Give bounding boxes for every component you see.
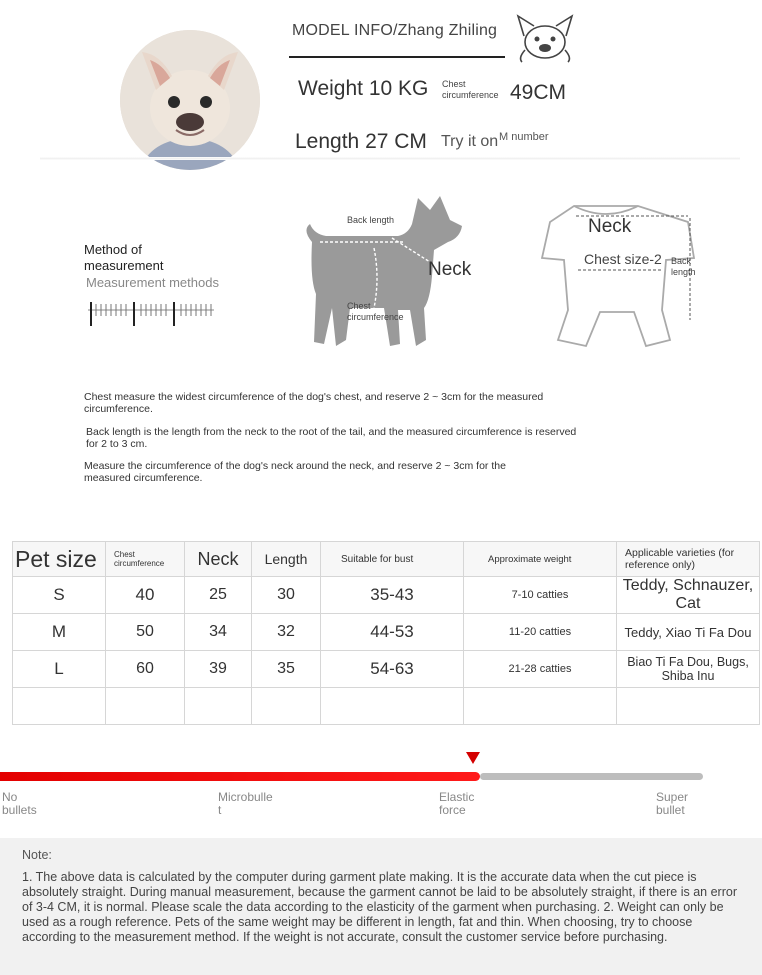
- dog-neck-label: Neck: [428, 259, 472, 280]
- table-header-row: [13, 542, 760, 577]
- measurement-method-subtitle: Measurement methods: [86, 275, 219, 290]
- cell-neck: 25: [185, 577, 252, 614]
- chest-measure-description: Chest measure the widest circumference of the dog's chest, and reserve 2 ~ 3cm for the measured circumference.: [84, 391, 544, 415]
- cell-varieties: Biao Ti Fa Dou, Bugs, Shiba Inu: [617, 651, 760, 688]
- garment-back-length-label: Back length: [671, 256, 696, 277]
- header-length: Length: [252, 542, 321, 577]
- header-approximate-weight: Approximate weight: [464, 542, 617, 577]
- garment-chest-label: Chest size-2: [584, 251, 662, 267]
- back-length-description: Back length is the length from the neck to the root of the tail, and the measured circumference is reserved for 2 to 3 cm.: [86, 426, 577, 450]
- note-body: 1. The above data is calculated by the computer during garment plate making. It is the accurate data when the cut piece is absolutely straight. During manual measurement, because the garment cannot be laid to be absolutely straight, if there is an error of 3-4 CM, it is normal. Please scale the data according to the elasticity of the garment when purchasing. 2. Weight can only be used as a rough reference. Pets of the same weight may be different in length, fat and thin. When choosing, try to choose according to the measurement method. If the weight is not accurate, consult the customer service before purchasing.: [22, 870, 737, 944]
- model-length: Length 27 CM: [295, 130, 427, 153]
- header-suitable-bust: Suitable for bust: [321, 542, 464, 577]
- cell-length: 30: [252, 577, 321, 614]
- elasticity-label-micro: Microbullet: [218, 790, 273, 817]
- elasticity-marker-triangle-icon: [466, 752, 480, 764]
- try-it-on-label: Try it on: [441, 133, 499, 150]
- garment-neck-label: Neck: [588, 216, 632, 237]
- chest-circumference-value: 49CM: [510, 81, 567, 104]
- table-row: [13, 577, 760, 614]
- dog-chest-label: Chest circumference: [347, 301, 404, 322]
- elasticity-label-super: Super bullet: [656, 790, 689, 817]
- bulldog-logo-icon: [512, 14, 578, 69]
- neck-measure-description: Measure the circumference of the dog's neck around the neck, and reserve 2 ~ 3cm for the measured circumference.: [84, 460, 506, 484]
- table-row-empty: [13, 688, 760, 725]
- model-title-rule: [289, 56, 505, 58]
- header-neck: Neck: [185, 542, 252, 577]
- french-bulldog-photo-icon: [120, 30, 260, 170]
- size-number-label: M number: [499, 131, 549, 143]
- size-chart-table: [12, 541, 760, 725]
- table-row: [13, 614, 760, 651]
- chest-circumference-label: Chest circumference: [442, 79, 499, 100]
- table-row: [13, 651, 760, 688]
- elasticity-level-fill: [0, 772, 480, 781]
- header-chest-circumference: Chest circumference: [106, 542, 185, 577]
- section-divider: [40, 157, 740, 160]
- cell-weight: 21-28 catties: [464, 651, 617, 688]
- cell-chest: 40: [106, 577, 185, 614]
- model-info-title: MODEL INFO/Zhang Zhiling: [292, 22, 498, 39]
- header-pet-size: Pet size: [13, 542, 106, 577]
- cell-weight: 11-20 catties: [464, 614, 617, 651]
- cell-size: S: [13, 577, 106, 614]
- cell-length: 35: [252, 651, 321, 688]
- note-heading: Note:: [22, 848, 52, 862]
- elasticity-label-elastic: Elastic force: [439, 790, 475, 817]
- cell-weight: 7-10 catties: [464, 577, 617, 614]
- model-dog-photo: [120, 30, 260, 170]
- cell-bust: 35-43: [321, 577, 464, 614]
- cell-bust: 44-53: [321, 614, 464, 651]
- header-applicable-varieties: Applicable varieties (for reference only): [617, 542, 760, 577]
- cell-neck: 39: [185, 651, 252, 688]
- cell-chest: 50: [106, 614, 185, 651]
- model-weight: Weight 10 KG: [298, 77, 429, 100]
- tape-measure-icon: [88, 300, 218, 333]
- elasticity-scale-track: [480, 773, 703, 780]
- cell-size: M: [13, 614, 106, 651]
- cell-chest: 60: [106, 651, 185, 688]
- cell-length: 32: [252, 614, 321, 651]
- cell-varieties: Teddy, Xiao Ti Fa Dou: [617, 614, 760, 651]
- cell-size: L: [13, 651, 106, 688]
- measurement-method-title: Method of measurement: [84, 242, 164, 273]
- cell-varieties: Teddy, Schnauzer, Cat: [617, 577, 760, 614]
- dog-back-length-label: Back length: [347, 215, 395, 225]
- cell-neck: 34: [185, 614, 252, 651]
- cell-bust: 54-63: [321, 651, 464, 688]
- elasticity-label-none: No bullets: [2, 790, 37, 817]
